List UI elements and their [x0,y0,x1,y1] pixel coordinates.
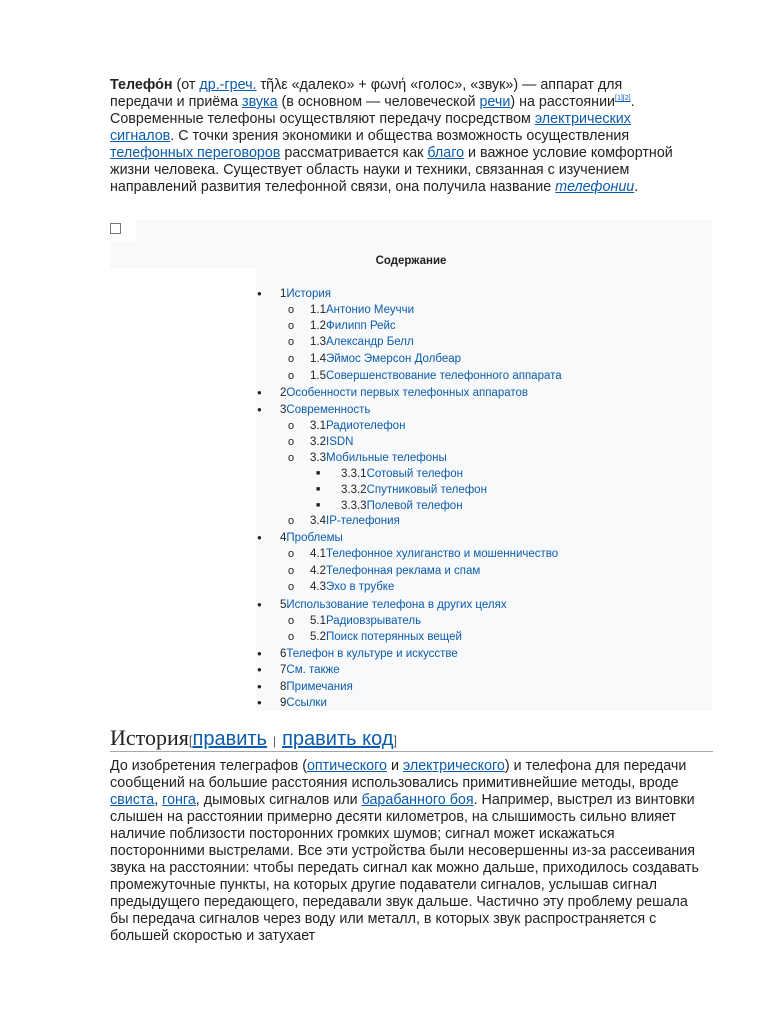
toc-link[interactable]: См. также [286,664,340,677]
toc-item-4-1[interactable] [256,546,558,562]
toc-link[interactable]: Поиск потерянных вещей [326,631,462,643]
toc-number: 3.3.3 [341,500,367,513]
toc-bullet: o [288,515,295,527]
toc-link[interactable]: Примечания [286,681,353,694]
edit-source-link[interactable]: править код [282,728,394,750]
toc-item-1-3[interactable] [256,334,414,350]
toc-link[interactable]: Мобильные телефоны [326,452,447,464]
toc-bullet: o [288,436,295,448]
toc-link[interactable]: Современность [286,404,371,417]
toc-item-9[interactable] [256,695,327,711]
toc-bullet: ● [257,289,262,298]
toc-link[interactable]: Использование телефона в других целях [286,599,507,612]
history-text: и [386,758,403,774]
toc-item-3-1[interactable] [256,418,405,434]
toc-bullet: ● [257,649,262,658]
toc-link[interactable]: Антонио Меуччи [326,304,415,316]
toc-bullet: ● [257,682,262,691]
toc-bullet: ● [257,698,262,707]
toc-bullet: o [288,631,295,643]
intro-text: . С точки зрения экономики и общества возможность осуществления [170,128,630,144]
toc-link[interactable]: Проблемы [286,532,343,545]
edit-separator: | [272,734,277,748]
edit-bracket-open: [ [188,733,193,748]
toc-bullet: ● [257,533,262,542]
toc-link[interactable]: Полевой телефон [366,500,463,513]
toc-number: 5.2 [310,631,326,643]
intro-text: (в основном — человеческой [277,94,480,110]
toc-bullet: o [288,548,295,560]
toc-bullet: o [288,581,295,593]
toc-item-5-2[interactable] [256,629,462,645]
toc-item-5[interactable] [256,597,507,613]
toc-item-3-3-1[interactable] [256,466,463,482]
toc-link[interactable]: Телефонная реклама и спам [326,565,481,577]
toc-bullet: ● [257,665,262,674]
toc-item-4-3[interactable] [256,579,394,595]
toc-number: 5.1 [310,615,326,627]
toc-link[interactable]: Радиотелефон [326,420,406,432]
toc-bullet: ■ [316,470,321,477]
toc-link[interactable]: Сотовый телефон [366,468,464,481]
intro-text: ) на расстоянии [510,94,616,110]
toc-bullet: o [288,452,295,464]
toc-number: 4.2 [310,565,326,577]
intro-text: τῆλε «далеко» + φωνή «голос», «звук») — аппарат для передачи и приёма [110,77,623,110]
toc-number: 1 [280,288,287,301]
toc-number: 2 [280,387,287,400]
toc-number: 1.1 [310,304,326,316]
link-telephony[interactable]: телефонии [555,179,635,195]
toc-item-1-5[interactable] [256,368,562,384]
toc-link[interactable]: Эхо в трубке [326,581,395,593]
history-paragraph [110,758,710,945]
toc-bullet: o [288,615,295,627]
link-electric-telegraph[interactable]: электрического [402,758,505,774]
toc-link[interactable]: История [286,288,332,301]
toc-item-3-3-2[interactable] [256,482,487,498]
toc-link[interactable]: Филипп Рейс [326,320,396,332]
intro-text: и важное условие комфортной жизни человека. Существует область науки и техники, связанная с изучением направлений развития телефонной связи, она получила название [110,145,673,195]
toc-bullet: ● [257,600,262,609]
toc-number: 3.4 [310,515,326,527]
toc-link[interactable]: Телефонное хулиганство и мошенничество [326,548,559,560]
toc-bullet: o [288,353,295,365]
toc-bullet: o [288,336,295,348]
toc-bullet: ● [257,388,262,397]
toc-bullet: ■ [316,486,321,493]
toc-link[interactable]: Александр Белл [326,336,414,348]
history-text: , дымовых сигналов или [195,792,362,808]
toc-bullet: o [288,420,295,432]
toc-item-1[interactable] [256,286,331,302]
reference-link[interactable]: [1][2] [615,95,631,103]
toc-item-2[interactable] [256,385,528,401]
link-phone-talks[interactable]: телефонных переговоров [110,145,281,161]
toc-number: 5 [280,599,287,612]
toc-number: 3.2 [310,436,326,448]
toc-number: 1.2 [310,320,326,332]
toc-item-4-2[interactable] [256,563,480,579]
section-heading-text: История [110,725,189,750]
intro-text: (от [172,77,200,93]
toc-item-1-4[interactable] [256,351,461,367]
toc-toggle-checkbox[interactable] [110,223,121,234]
history-text: , [154,792,163,808]
link-gong[interactable]: гонга [162,792,196,808]
section-heading-history [110,724,713,752]
edit-section-link[interactable]: править [192,728,267,750]
toc-number: 8 [280,681,287,694]
toc-link[interactable]: Особенности первых телефонных аппаратов [286,387,529,400]
toc-item-1-2[interactable] [256,318,396,334]
toc-item-1-1[interactable] [256,302,414,318]
toc-bullet: ● [257,405,262,414]
article-term: Телефо́н [110,77,173,93]
link-speech[interactable]: речи [479,94,511,110]
intro-text: рассматривается как [280,145,428,161]
toc-item-8[interactable] [256,679,353,695]
toc-number: 4 [280,532,287,545]
history-text: До изобретения телеграфов ( [110,758,307,774]
toc-number: 4.3 [310,581,326,593]
toc-bullet: o [288,320,295,332]
toc-bullet: ■ [316,502,321,509]
intro-text: . [634,179,639,195]
toc-number: 7 [280,664,287,677]
toc-item-3-3-3[interactable] [256,498,463,514]
intro-text: . Современные телефоны осуществляют передачу посредством [110,94,635,127]
edit-bracket-close: ] [393,733,398,748]
toc-number: 3.3.1 [341,468,367,481]
toc-number: 3.3 [310,452,326,464]
toc-bullet: o [288,304,295,316]
toc-bullet: o [288,370,295,382]
link-ancient-greek[interactable]: др.-греч. [199,77,257,93]
toc-number: 1.4 [310,353,326,365]
toc-link[interactable]: ISDN [326,436,354,448]
link-drum[interactable]: барабанного боя [361,792,474,808]
history-text: . Например, выстрел из винтовки слышен на расстоянии примерно десяти километров, на слышимость сильно влияет наличие поблизости посторонних громких шумов; сигнал может искажаться посторонними выстрелами. Все эти устройства были несовершенны из-за рассеивания звука на расстоянии: чтобы передать сигнал как можно дальше, приходилось создавать промежуточные пункты, на которых другие подаватели сигналов, услышав сигнал предыдущего передающего, передавали звук дальше. Частично эту проблему решала бы передача сигналов через воду или металл, в которых звук распространяется с большей скоростью и затухает [110,792,699,944]
toc-item-3[interactable] [256,402,370,418]
toc-number: 4.1 [310,548,326,560]
link-good[interactable]: благо [427,145,465,161]
toc-item-7[interactable] [256,662,340,678]
history-text: ) и телефона для передачи сообщений на большие расстояния использовались примитивнейшие методы, вроде [110,758,687,791]
toc-title: Содержание [375,255,447,267]
toc-link[interactable]: Радиовзрыватель [326,615,422,627]
toc-item-4[interactable] [256,530,343,546]
toc-number: 9 [280,697,287,710]
toc-number: 3 [280,404,287,417]
toc-link[interactable]: Телефон в культуре и искусстве [286,648,458,661]
link-electric-signals[interactable]: электрических сигналов [110,111,631,144]
toc-item-6[interactable] [256,646,458,662]
toc-number: 3.1 [310,420,326,432]
toc-link[interactable]: Ссылки [286,697,327,710]
link-whistle[interactable]: свиста [110,792,155,808]
toc-item-5-1[interactable] [256,613,421,629]
toc-link[interactable]: Эймос Эмерсон Долбеар [326,353,462,365]
toc-item-3-3[interactable] [256,450,447,466]
toc-bullet: o [288,565,295,577]
toc-number: 1.3 [310,336,326,348]
toc-number: 1.5 [310,370,326,382]
intro-paragraph [110,77,685,196]
toc-item-3-4[interactable] [256,513,400,529]
toc-number: 6 [280,648,287,661]
toc-link[interactable]: IP-телефония [326,515,400,527]
toc-item-3-2[interactable] [256,434,353,450]
toc-link[interactable]: Совершенствование телефонного аппарата [326,370,562,382]
link-sound[interactable]: звука [242,94,278,110]
toc-number: 3.3.2 [341,484,367,497]
link-optical-telegraph[interactable]: оптического [306,758,387,774]
toc-link[interactable]: Спутниковый телефон [366,484,487,497]
